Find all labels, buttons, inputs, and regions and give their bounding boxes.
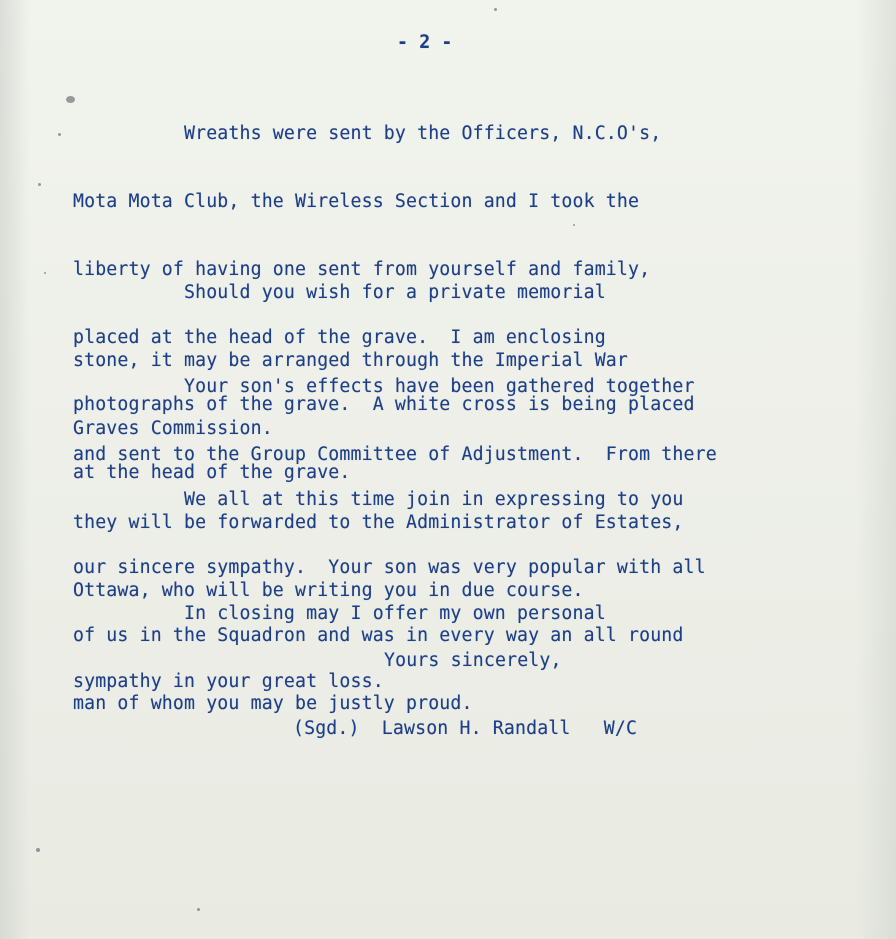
paragraph-line: Should you wish for a private memorial [73,282,606,304]
closing-salutation: Yours sincerely, [384,650,562,671]
paragraph-line: Wreaths were sent by the Officers, N.C.O's, [73,123,662,145]
paragraph-line: Mota Mota Club, the Wireless Section and I took the [73,190,640,212]
paper-speck [36,848,40,852]
paper-speck [197,908,200,911]
paragraph-line: sympathy in your great loss. [73,670,384,692]
paragraph-line: Graves Commission. [73,417,273,439]
paragraph-line: and sent to the Group Committee of Adjustment. From there [73,443,717,465]
paragraph-line: In closing may I offer my own personal [73,603,606,625]
paragraph-closing-remarks [73,558,606,739]
paragraph-line: they will be forwarded to the Administrator of Estates, [73,511,684,533]
page-number: - 2 - [397,32,453,53]
signature-line: (Sgd.) Lawson H. Randall W/C [293,718,638,739]
paragraph-line: We all at this time join in expressing to you [73,489,684,511]
paragraph-line: Your son's effects have been gathered together [73,376,695,398]
paragraph-line: our sincere sympathy. Your son was very popular with all [73,556,706,578]
paragraph-line: of us in the Squadron and was in every way an all round [73,624,684,646]
paragraph-line: man of whom you may be justly proud. [73,692,473,714]
paper-speck [494,8,497,11]
paper-speck [573,224,575,226]
paper-speck [38,183,41,186]
paragraph-line: stone, it may be arranged through the Imperial War [73,349,628,371]
paragraph-line: placed at the head of the grave. I am enclosing [73,326,606,348]
paper-speck [44,272,46,274]
paper-speck [58,133,61,136]
paragraph-line: Ottawa, who will be writing you in due course. [73,579,584,601]
paragraph-line: at the head of the grave. [73,462,351,484]
paragraph-line: liberty of having one sent from yourself and family, [73,258,651,280]
paragraph-line: photographs of the grave. A white cross is being placed [73,394,695,416]
paper-speck [66,96,75,103]
